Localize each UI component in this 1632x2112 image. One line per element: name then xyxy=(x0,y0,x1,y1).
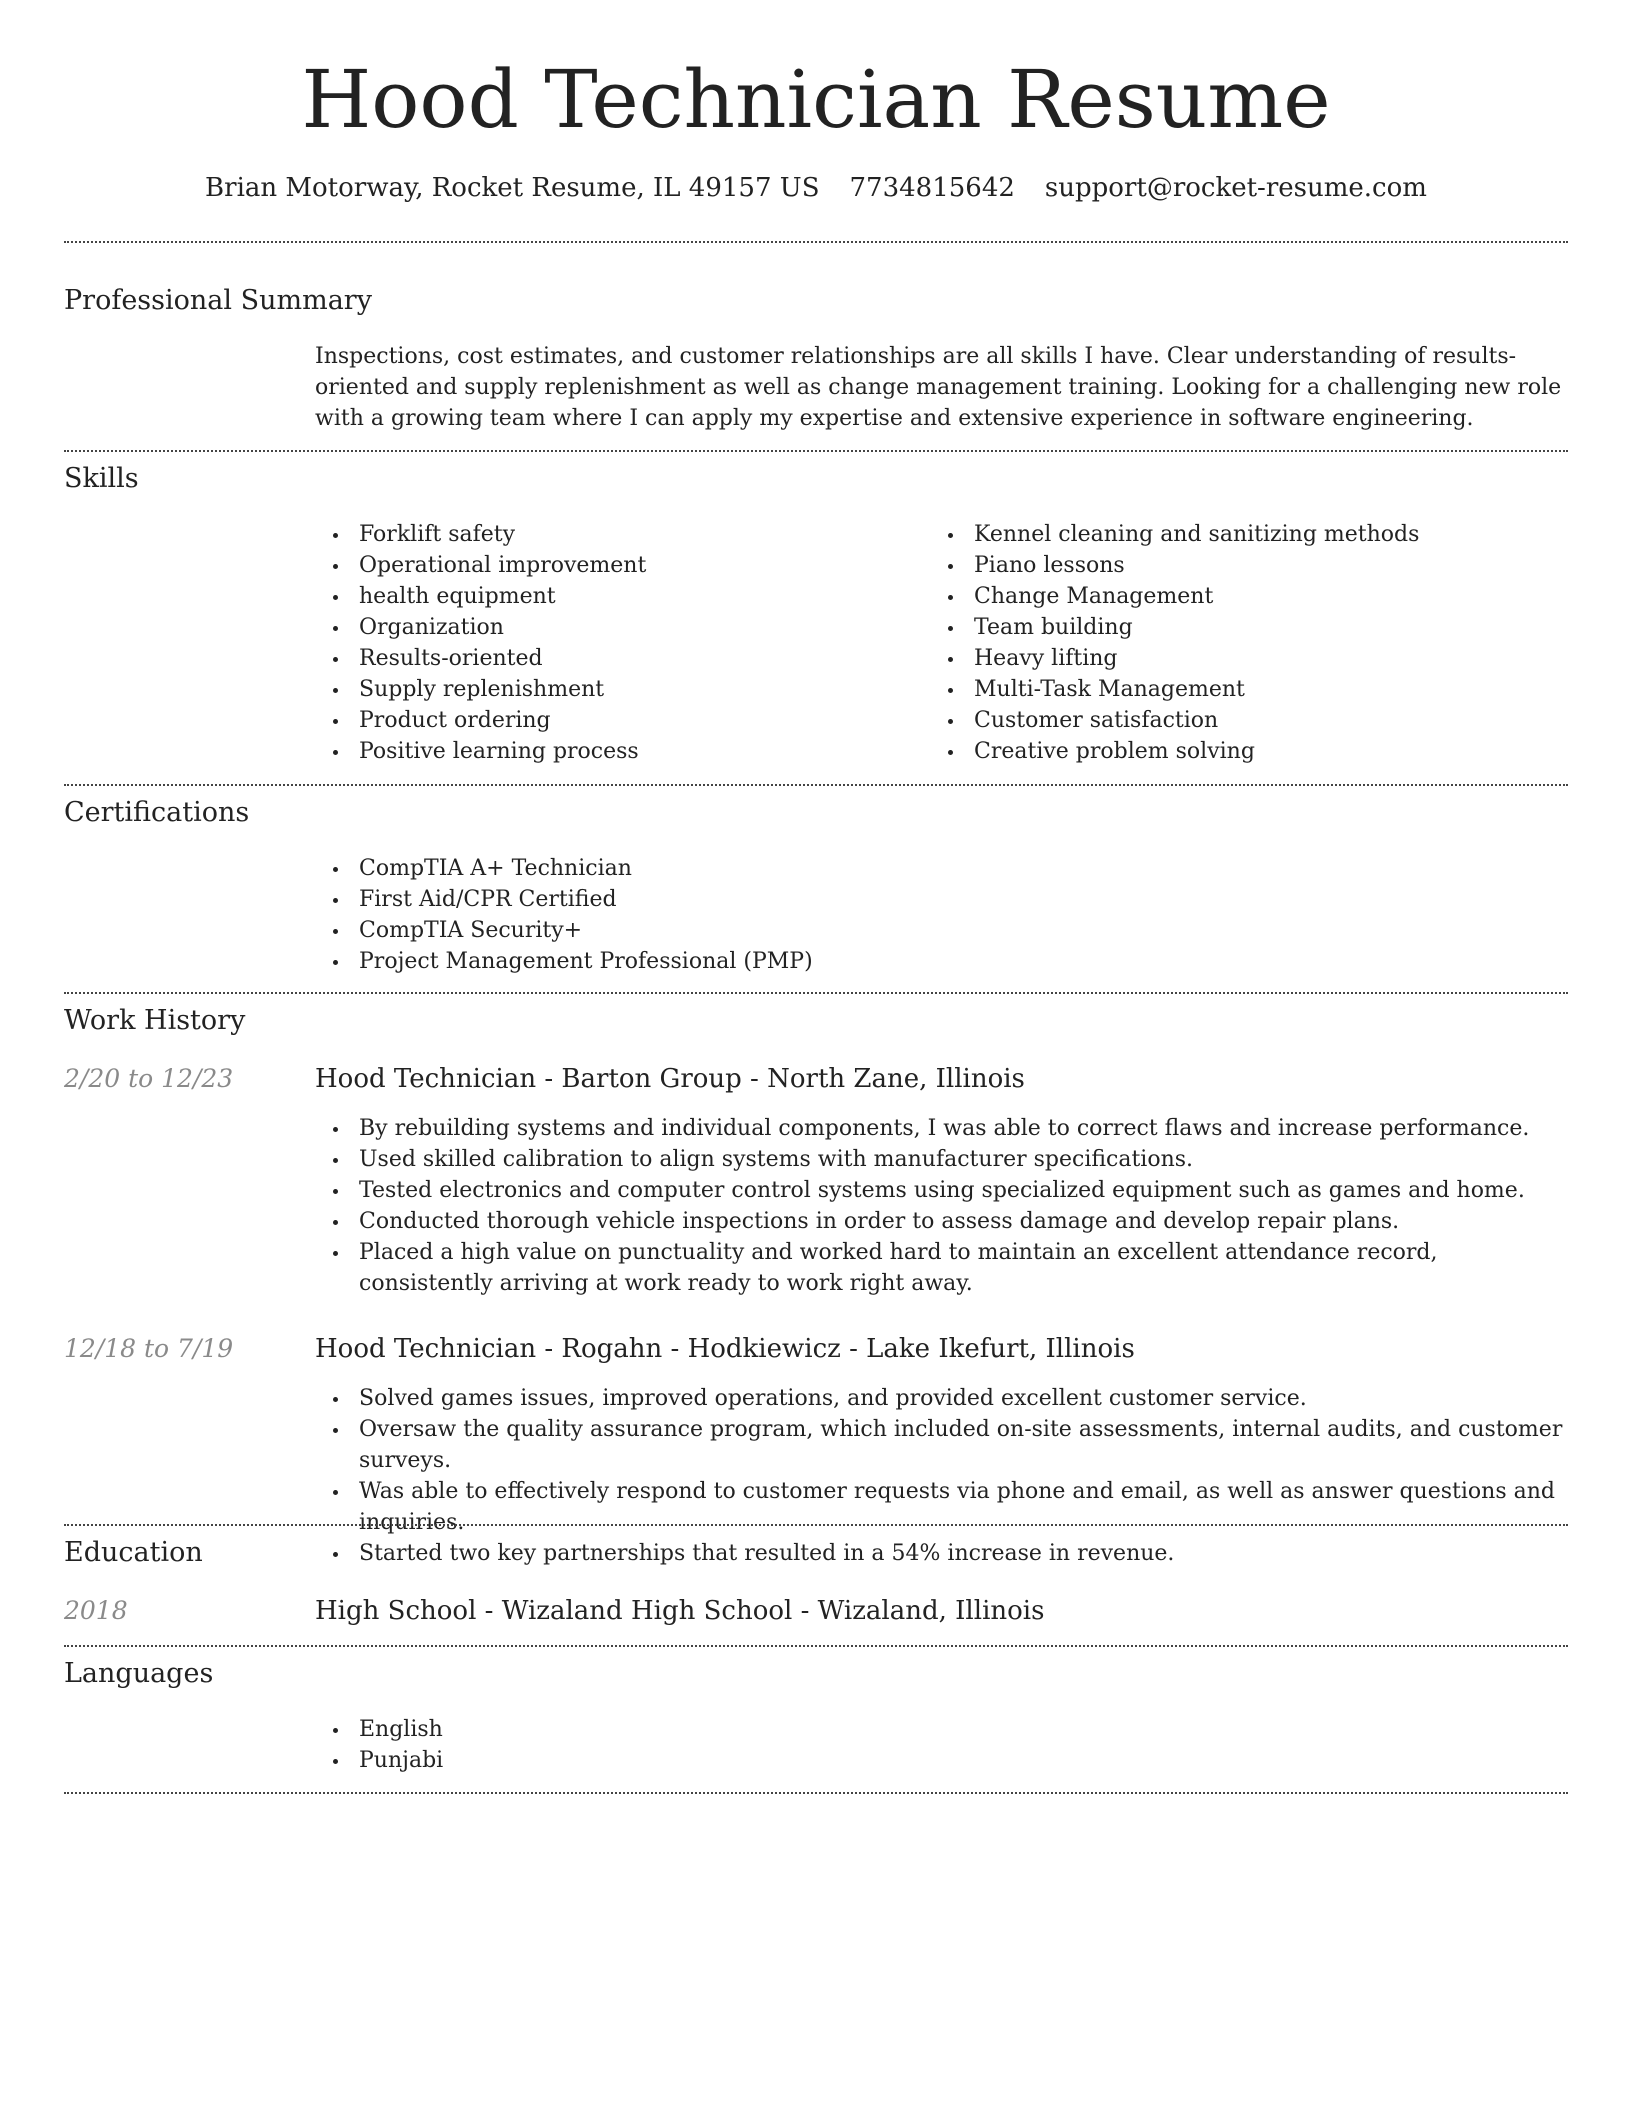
divider xyxy=(64,784,1568,786)
list-item: Solved games issues, improved operations, and provided excellent customer service. xyxy=(359,1383,1612,1414)
list-item: Team building xyxy=(974,612,1594,643)
job-bullets xyxy=(315,1113,1568,1299)
list-item: Oversaw the quality assurance program, which included on-site assessments, internal audits, and customer surveys. xyxy=(359,1414,1612,1476)
certifications-list xyxy=(315,853,1359,977)
summary-text: Inspections, cost estimates, and customer relationships are all skills I have. Clear understanding of results-oriented and supply replenishment as well as change management training. Looking for a challenging new role with a growing team where I can apply my expertise and extensive experience in software engineering. xyxy=(315,344,1562,431)
list-item: Conducted thorough vehicle inspections in order to assess damage and develop repair plans. xyxy=(359,1206,1568,1237)
languages-list xyxy=(315,1714,959,1776)
list-item: Piano lessons xyxy=(974,550,1594,581)
divider xyxy=(64,1792,1568,1794)
list-item: Tested electronics and computer control systems using specialized equipment such as games and home. xyxy=(359,1175,1568,1206)
list-item: Results-oriented xyxy=(359,643,919,674)
work-heading: Work History xyxy=(64,1005,246,1036)
list-item: Organization xyxy=(359,612,919,643)
divider xyxy=(64,1645,1568,1647)
list-item: Heavy lifting xyxy=(974,643,1594,674)
list-item: Used skilled calibration to align systems with manufacturer specifications. xyxy=(359,1144,1568,1175)
education-heading: Education xyxy=(64,1537,203,1568)
list-item: First Aid/CPR Certified xyxy=(359,884,1359,915)
list-item: CompTIA A+ Technician xyxy=(359,853,1359,884)
certifications-heading: Certifications xyxy=(64,797,250,828)
divider xyxy=(64,450,1568,452)
divider xyxy=(64,1524,1568,1526)
summary-heading: Professional Summary xyxy=(64,285,372,316)
contact-phone: 7734815642 xyxy=(849,173,1015,203)
list-item: Multi-Task Management xyxy=(974,674,1594,705)
skills-list-right xyxy=(930,519,1594,767)
list-item: Change Management xyxy=(974,581,1594,612)
divider xyxy=(64,992,1568,994)
contact-email: support@rocket-resume.com xyxy=(1044,173,1427,203)
job-title: Hood Technician - Barton Group - North Zane, Illinois xyxy=(315,1064,1025,1094)
list-item: Supply replenishment xyxy=(359,674,919,705)
languages-heading: Languages xyxy=(64,1658,214,1689)
list-item: Customer satisfaction xyxy=(974,705,1594,736)
education-year: 2018 xyxy=(64,1596,128,1625)
skills-list-left xyxy=(315,519,919,767)
job-dates: 12/18 to 7/19 xyxy=(64,1334,234,1363)
education-entry: High School - Wizaland High School - Wizaland, Illinois xyxy=(315,1596,1045,1626)
list-item: By rebuilding systems and individual components, I was able to correct flaws and increase performance. xyxy=(359,1113,1568,1144)
list-item: CompTIA Security+ xyxy=(359,915,1359,946)
list-item: Punjabi xyxy=(359,1745,959,1776)
list-item: Creative problem solving xyxy=(974,736,1594,767)
list-item: Operational improvement xyxy=(359,550,919,581)
contact-line xyxy=(64,170,1568,206)
list-item: Started two key partnerships that resulted in a 54% increase in revenue. xyxy=(359,1538,1612,1569)
divider xyxy=(64,241,1568,243)
list-item: Forklift safety xyxy=(359,519,919,550)
contact-address: Brian Motorway, Rocket Resume, IL 49157 US xyxy=(205,173,820,203)
resume-title: Hood Technician Resume xyxy=(301,53,1331,146)
list-item: Kennel cleaning and sanitizing methods xyxy=(974,519,1594,550)
job-bullets xyxy=(315,1383,1612,1569)
list-item: Placed a high value on punctuality and worked hard to maintain an excellent attendance record, consistently arriving at work ready to work right away. xyxy=(359,1237,1568,1299)
list-item: Product ordering xyxy=(359,705,919,736)
list-item: health equipment xyxy=(359,581,919,612)
list-item: Was able to effectively respond to customer requests via phone and email, as well as answer questions and inquiries. xyxy=(359,1476,1612,1538)
list-item: Project Management Professional (PMP) xyxy=(359,946,1359,977)
job-dates: 2/20 to 12/23 xyxy=(64,1064,234,1093)
job-title: Hood Technician - Rogahn - Hodkiewicz - Lake Ikefurt, Illinois xyxy=(315,1334,1135,1364)
skills-heading: Skills xyxy=(64,463,139,494)
list-item: Positive learning process xyxy=(359,736,919,767)
list-item: English xyxy=(359,1714,959,1745)
